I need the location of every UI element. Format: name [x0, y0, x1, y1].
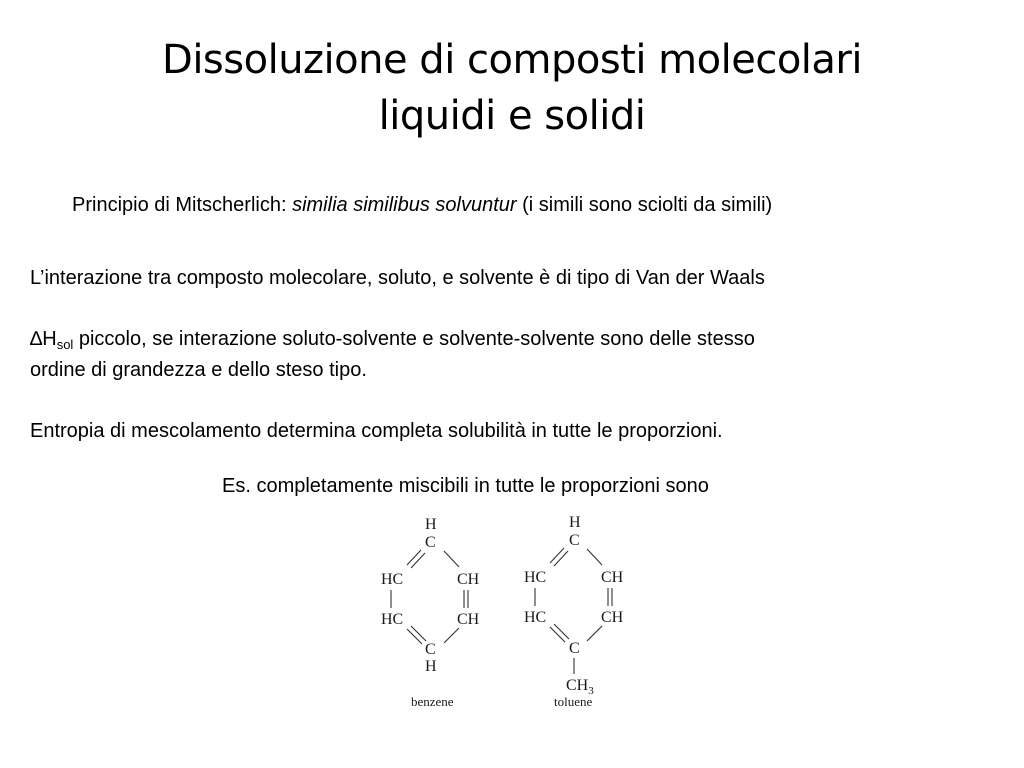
- delta-h-line: [30, 326, 755, 352]
- benzene-bottom-h: H: [425, 658, 437, 675]
- toluene-left-upper: HC: [524, 569, 547, 586]
- example-text: Es. completamente miscibili in tutte le proporzioni sono: [222, 475, 709, 497]
- benzene-bond: [407, 629, 422, 644]
- principle-latin: similia similibus solvuntur: [292, 194, 517, 216]
- benzene-structure: [381, 516, 480, 709]
- principle-line: [72, 192, 772, 218]
- toluene-bond: [550, 548, 564, 563]
- entropy-text: Entropia di mescolamento determina completa solubilità in tutte le proporzioni.: [30, 420, 723, 442]
- benzene-right-upper: CH: [457, 571, 480, 588]
- benzene-left-lower: HC: [381, 611, 404, 628]
- toluene-methyl-subscript: 3: [588, 685, 594, 697]
- benzene-right-lower: CH: [457, 611, 480, 628]
- toluene-bottom-c: C: [569, 640, 580, 657]
- delta-h-subscript: sol: [56, 337, 74, 352]
- interaction-text: L’interazione tra composto molecolare, soluto, e solvente è di tipo di Van der Waals: [30, 267, 765, 289]
- delta-h-symbol: ∆H: [30, 328, 57, 350]
- toluene-right-lower: CH: [601, 609, 624, 626]
- toluene-right-upper: CH: [601, 569, 624, 586]
- title-line-1: Dissoluzione di composti molecolari: [162, 37, 862, 83]
- title-line-2: liquidi e solidi: [378, 93, 646, 139]
- benzene-bottom-c: C: [425, 641, 436, 658]
- molecule-figure: [360, 508, 660, 718]
- toluene-top-h: H: [569, 514, 581, 531]
- delta-h-line-2: ordine di grandezza e dello steso tipo.: [30, 359, 367, 381]
- toluene-structure: [524, 514, 624, 709]
- toluene-bond: [550, 627, 565, 642]
- benzene-bond: [444, 628, 459, 643]
- benzene-bond: [444, 551, 459, 567]
- benzene-caption: benzene: [411, 694, 454, 709]
- principle-prefix: Principio di Mitscherlich:: [72, 194, 293, 216]
- toluene-left-lower: HC: [524, 609, 547, 626]
- toluene-top-c: C: [569, 532, 580, 549]
- toluene-caption: toluene: [554, 694, 593, 709]
- benzene-bond: [411, 553, 425, 568]
- toluene-bond: [554, 624, 569, 639]
- benzene-top-h: H: [425, 516, 437, 533]
- benzene-top-c: C: [425, 534, 436, 551]
- benzene-bond: [407, 550, 421, 565]
- toluene-bond: [587, 626, 602, 641]
- toluene-bond: [554, 551, 568, 566]
- toluene-bond: [587, 549, 602, 565]
- slide-title: [0, 32, 1024, 144]
- benzene-left-upper: HC: [381, 571, 404, 588]
- principle-suffix: (i simili sono sciolti da simili): [516, 194, 773, 216]
- toluene-methyl-main: CH: [566, 677, 589, 694]
- benzene-bond: [411, 626, 426, 641]
- delta-h-text: piccolo, se interazione soluto-solvente e solvente-solvente sono delle stesso: [73, 328, 755, 350]
